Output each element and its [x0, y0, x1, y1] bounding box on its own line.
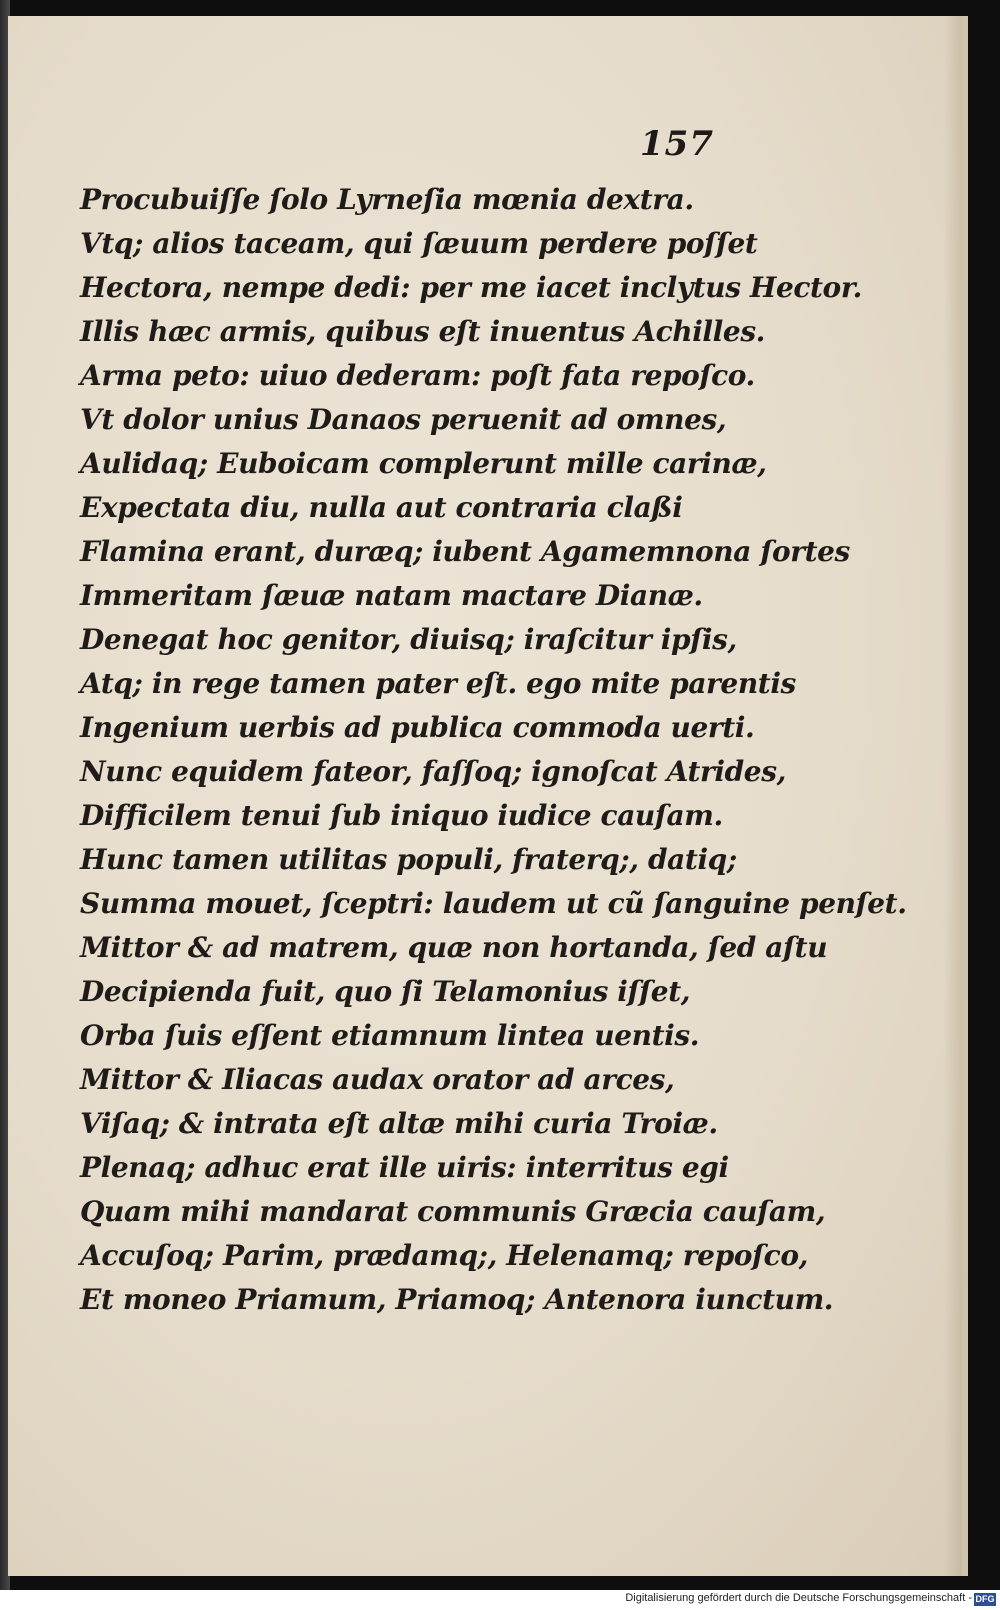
- verse-line: Plenaq; adhuc erat ille uiris: interritus egi: [80, 1151, 729, 1184]
- verse-line: Illis hæc armis, quibus eſt inuentus Achilles.: [80, 315, 766, 348]
- funding-credit: Digitalisierung gefördert durch die Deutsche Forschungsgemeinschaft -: [625, 1592, 972, 1604]
- verse-line: Decipienda fuit, quo ſi Telamonius iſſet,: [80, 975, 691, 1008]
- book-page: [8, 16, 968, 1576]
- verse-line: Viſaq; & intrata eſt altæ mihi curia Troiæ.: [80, 1107, 718, 1140]
- verse-line: Hectora, nempe dedi: per me iacet inclytus Hector.: [80, 271, 862, 304]
- verse-line: Flamina erant, duræq; iubent Agamemnona ſortes: [80, 535, 850, 568]
- verse-line: Mittor & Iliacas audax orator ad arces,: [80, 1063, 675, 1096]
- dfg-logo-icon: DFG: [975, 1594, 995, 1604]
- verse-line: Arma peto: uiuo dederam: poſt fata repoſco.: [80, 359, 755, 392]
- verse-line: Difficilem tenui ſub iniquo iudice cauſam.: [80, 799, 723, 832]
- page-number: 157: [640, 124, 714, 164]
- verse-line: Denegat hoc genitor, diuisq; iraſcitur ipſis,: [80, 623, 737, 656]
- verse-line: Accuſoq; Parim, prædamq;, Helenamq; repoſco,: [80, 1239, 808, 1272]
- digitization-footer: [0, 1590, 1000, 1610]
- verse-line: Mittor & ad matrem, quæ non hortanda, ſed aſtu: [80, 931, 828, 964]
- verse-line: Et moneo Priamum, Priamoq; Antenora iunctum.: [80, 1283, 834, 1316]
- verse-line: Orba ſuis eſſent etiamnum lintea uentis.: [80, 1019, 700, 1052]
- verse-line: Procubuiſſe ſolo Lyrneſia mœnia dextra.: [80, 183, 694, 216]
- verse-text-block: [80, 178, 940, 1322]
- verse-line: Vtq; alios taceam, qui ſæuum perdere poſſet: [80, 227, 758, 260]
- verse-line: Quam mihi mandarat communis Græcia cauſam,: [80, 1195, 826, 1228]
- verse-line: Nunc equidem fateor, faſſoq; ignoſcat Atrides,: [80, 755, 786, 788]
- verse-line: Aulidaq; Euboicam complerunt mille carinæ,: [80, 447, 767, 480]
- verse-line: Immeritam ſæuæ natam mactare Dianæ.: [80, 579, 703, 612]
- verse-line: Summa mouet, ſceptri: laudem ut cũ ſanguine penſet.: [80, 887, 907, 920]
- verse-line: Ingenium uerbis ad publica commoda uerti.: [80, 711, 755, 744]
- verse-line: Expectata diu, nulla aut contraria claßi: [80, 491, 683, 524]
- verse-line: Atq; in rege tamen pater eſt. ego mite parentis: [80, 667, 796, 700]
- verse-line: Vt dolor unius Danaos peruenit ad omnes,: [80, 403, 727, 436]
- verse-line: Hunc tamen utilitas populi, fraterq;, datiq;: [80, 843, 737, 876]
